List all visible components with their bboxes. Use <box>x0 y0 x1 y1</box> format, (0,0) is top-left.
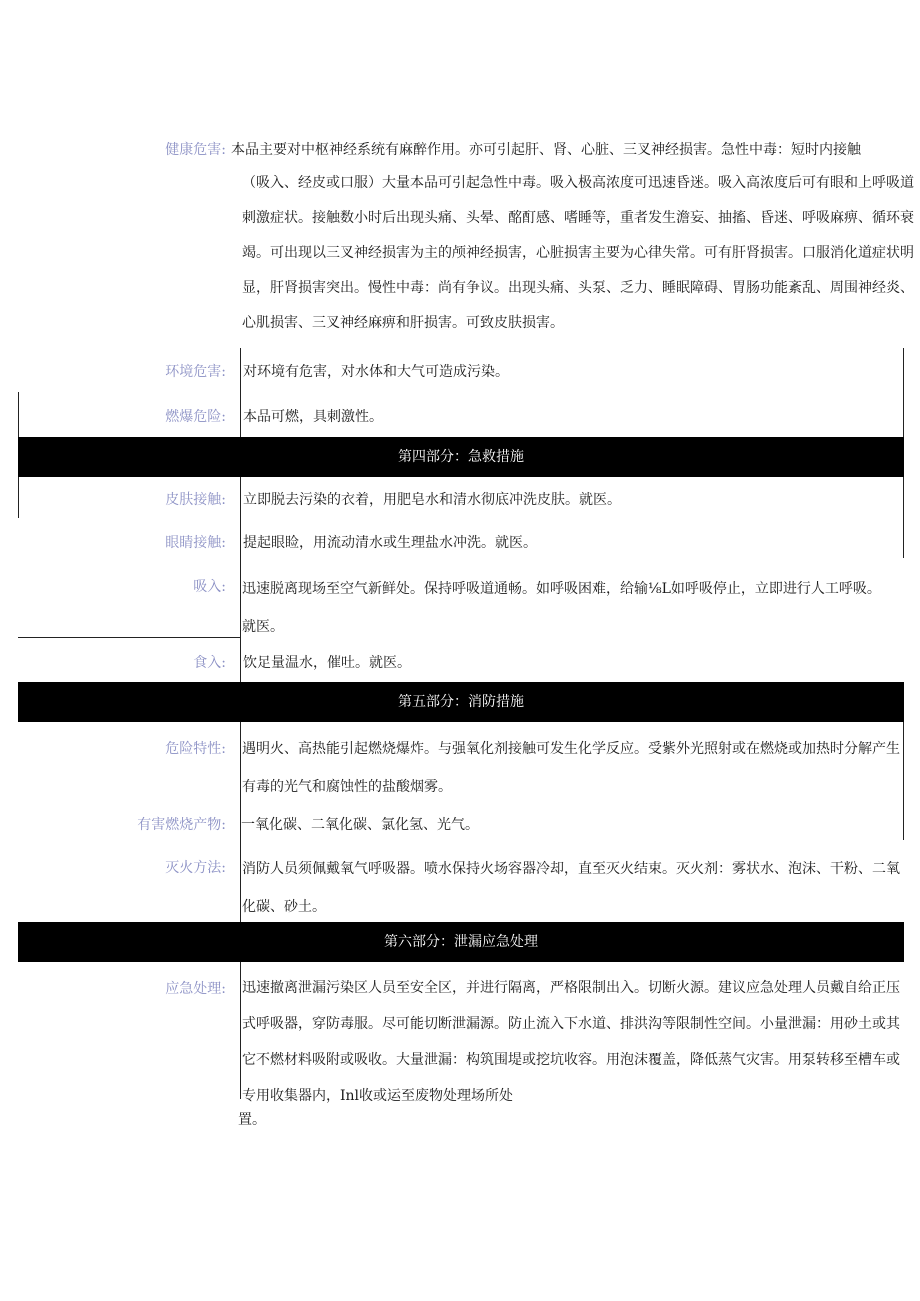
ingestion-label: 食入: <box>193 655 226 671</box>
health-hazard-label: 健康危害: <box>165 142 226 158</box>
column-divider <box>240 348 241 922</box>
column-divider-bottom <box>240 961 241 1099</box>
section4-header: 第四部分：急救措施 <box>18 437 904 477</box>
section5-header: 第五部分：消防措施 <box>18 682 904 722</box>
table-left-border-lower <box>18 476 19 518</box>
section6-header: 第六部分：泄漏应急处理 <box>18 922 904 962</box>
fire-explosion-label: 燃爆危险: <box>165 409 226 425</box>
environment-hazard-text: 对环境有危害，对水体和大气可造成污染。 <box>243 364 509 380</box>
row-line-ingestion <box>18 637 241 638</box>
health-hazard-first-line: 本品主要对中枢神经系统有麻醉作用。亦可引起肝、肾、心脏、三叉神经损害。急性中毒：短时内接触 <box>231 142 861 158</box>
hazard-properties-text: 遇明火、高热能引起燃烧爆炸。与强氧化剂接触可发生化学反应。受紫外光照射或在燃烧或加热时分解产生有毒的光气和腐蚀性的盐酸烟雾。 <box>242 741 900 795</box>
emergency-handling-tail: 置。 <box>238 1112 266 1128</box>
fire-explosion-text: 本品可燃，具刺激性。 <box>243 409 383 425</box>
combustion-products-text: 一氧化碳、二氧化碳、氯化氢、光气。 <box>241 817 479 833</box>
emergency-handling-label: 应急处理: <box>165 981 226 997</box>
ingestion-text: 饮足量温水，催吐。就医。 <box>243 655 411 671</box>
combustion-products-label: 有害燃烧产物: <box>137 817 226 833</box>
hazard-properties-label: 危险特性: <box>165 741 226 757</box>
emergency-handling-text: 迅速撤离泄漏污染区人员至安全区，并进行隔离，严格限制出入。切断火源。建议应急处理人员戴自给正压式呼吸器，穿防毒服。尽可能切断泄漏源。防止流入下水道、排洪沟等限制性空间。小量泄漏：用砂土或其它不燃材料吸附或吸收。大量泄漏：构筑围堤或挖坑收容。用泡沫覆盖，降低蒸气灾害。用泵转移至槽车或专用收集器内，Inl收或运至废物处理场所处 <box>242 980 900 1104</box>
inhalation-label: 吸入: <box>193 579 226 595</box>
health-hazard-text: （吸入、经皮或口服）大量本品可引起急性中毒。吸入极高浓度可迅速昏迷。吸入高浓度后可有眼和上呼吸道刺激症状。接触数小时后出现头痛、头晕、酩酊感、嗜睡等，重者发生澹妄、抽搐、昏迷、呼吸麻痹、循环衰竭。可出现以三叉神经损害为主的颅神经损害，心脏损害主要为心律失常。可有肝肾损害。口服消化道症状明显，肝肾损害突出。慢性中毒：尚有争议。出现头痛、头泵、乏力、睡眠障碍、胃肠功能紊乱、周围神经炎、心肌损害、三叉神经麻痹和肝损害。可致皮肤损害。 <box>242 175 914 331</box>
table-left-border-upper <box>18 392 19 437</box>
eye-contact-text: 提起眼睑，用流动清水或生理盐水冲洗。就医。 <box>243 535 537 551</box>
table-right-border-mid <box>903 476 904 558</box>
eye-contact-label: 眼睛接触: <box>165 535 226 551</box>
extinguishing-label: 灭火方法: <box>165 860 226 876</box>
environment-hazard-label: 环境危害: <box>165 364 226 380</box>
inhalation-text: 迅速脱离现场至空气新鲜处。保持呼吸道通畅。如呼吸困难，给输⅛L如呼吸停止，立即进行人工呼吸。就医。 <box>242 581 881 635</box>
skin-contact-text: 立即脱去污染的衣着，用肥皂水和清水彻底冲洗皮肤。就医。 <box>243 492 621 508</box>
skin-contact-label: 皮肤接触: <box>165 492 226 508</box>
extinguishing-text: 消防人员须佩戴氧气呼吸器。喷水保持火场容器冷却，直至灭火结束。灭火剂：雾状水、泡沫、干粉、二氧化碳、砂土。 <box>242 861 900 915</box>
